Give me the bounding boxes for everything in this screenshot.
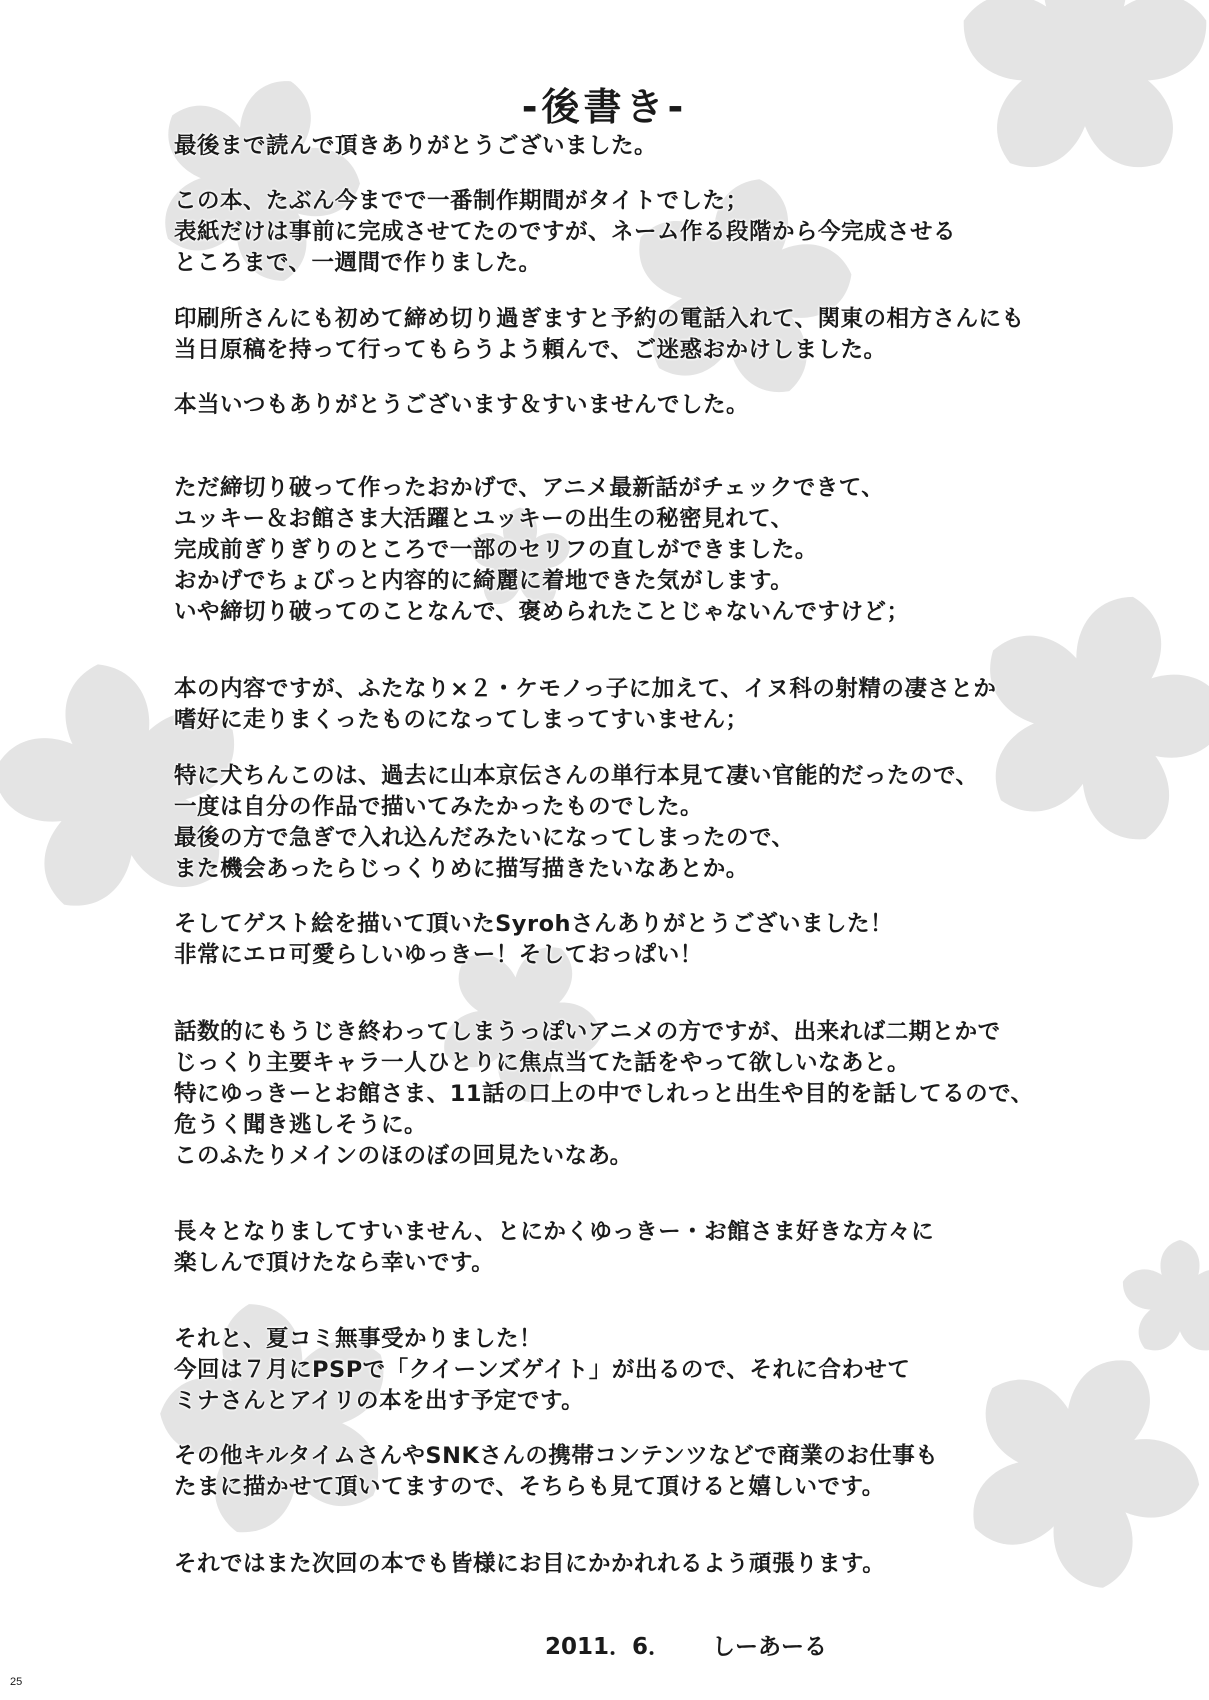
text-line: ミナさんとアイリの本を出す予定です。 <box>174 1388 585 1414</box>
date: 2011．6． <box>545 1634 672 1660</box>
text-line: 最後まで読んで頂きありがとうございました。 <box>174 133 658 159</box>
text-line: 特にゆっきーとお館さま、11話の口上の中でしれっと出生や目的を話してるので、 <box>174 1081 1034 1107</box>
page-title: -後書き- <box>521 85 688 129</box>
text-line: そしてゲスト絵を描いて頂いたSyrohさんありがとうございました！ <box>174 911 894 937</box>
text-line: 本の内容ですが、ふたなり×２・ケモノっ子に加えて、イヌ科の射精の凄さとか <box>174 676 997 702</box>
text-line: ただ締切り破って作ったおかげで、アニメ最新話がチェックできて、 <box>174 475 885 501</box>
text-line: 危うく聞き逃しそうに。 <box>174 1112 428 1138</box>
text-line: 長々となりましてすいません、とにかくゆっきー・お館さま好きな方々に <box>174 1219 935 1245</box>
author-signature: しーあーる <box>712 1634 827 1660</box>
text-line: いや締切り破ってのことなんで、褒められたことじゃないんですけど； <box>174 599 910 625</box>
text-line: 非常にエロ可愛らしいゆっきー！そしておっぱい！ <box>174 942 703 968</box>
text-line: 当日原稿を持って行ってもらうよう頼んで、ご迷惑おかけしました。 <box>174 337 887 363</box>
text-line: 印刷所さんにも初めて締め切り過ぎますと予約の電話入れて、関東の相方さんにも <box>174 306 1025 332</box>
text-line: この本、たぶん今までで一番制作期間がタイトでした； <box>174 188 749 214</box>
text-line: ユッキー＆お館さま大活躍とユッキーの出生の秘密見れて、 <box>174 506 794 532</box>
text-line: 話数的にもうじき終わってしまうっぽいアニメの方ですが、出来れば二期とかで <box>174 1019 1001 1045</box>
text-line: このふたりメインのほのぼの回見たいなあ。 <box>174 1143 633 1169</box>
text-line: 特に犬ちんこのは、過去に山本京伝さんの単行本見て凄い官能的だったので、 <box>174 763 979 789</box>
text-line: 楽しんで頂けたなら幸いです。 <box>174 1250 495 1276</box>
text-line: 一度は自分の作品で描いてみたかったものでした。 <box>174 794 704 820</box>
page-number: 25 <box>10 1676 23 1688</box>
text-line: その他キルタイムさんやSNKさんの携帯コンテンツなどで商業のお仕事も <box>174 1443 939 1469</box>
text-line: 嗜好に走りまくったものになってしまってすいません； <box>174 707 749 733</box>
text-line: 完成前ぎりぎりのところで一部のセリフの直しができました。 <box>174 537 818 563</box>
text-line: ところまで、一週間で作りました。 <box>174 250 542 276</box>
text-line: たまに描かせて頂いてますので、そちらも見て頂けると嬉しいです。 <box>174 1474 885 1500</box>
text-line: 表紙だけは事前に完成させてたのですが、ネーム作る段階から今完成させる <box>174 219 957 245</box>
text-line: じっくり主要キャラ一人ひとりに焦点当てた話をやって欲しいなあと。 <box>174 1050 911 1076</box>
text-line: 今回は７月にPSPで「クイーンズゲイト」が出るので、それに合わせて <box>174 1357 911 1383</box>
text-line: 本当いつもありがとうございます＆すいませんでした。 <box>174 392 750 418</box>
text-line: また機会あったらじっくりめに描写描きたいなあとか。 <box>174 856 749 882</box>
text-line: おかげでちょびっと内容的に綺麗に着地できた気がします。 <box>174 568 794 594</box>
text-line: それと、夏コミ無事受かりました！ <box>174 1326 543 1352</box>
text-line: 最後の方で急ぎで入れ込んだみたいになってしまったので、 <box>174 825 795 851</box>
text-line: それではまた次回の本でも皆様にお目にかかれれるよう頑張ります。 <box>174 1551 886 1577</box>
